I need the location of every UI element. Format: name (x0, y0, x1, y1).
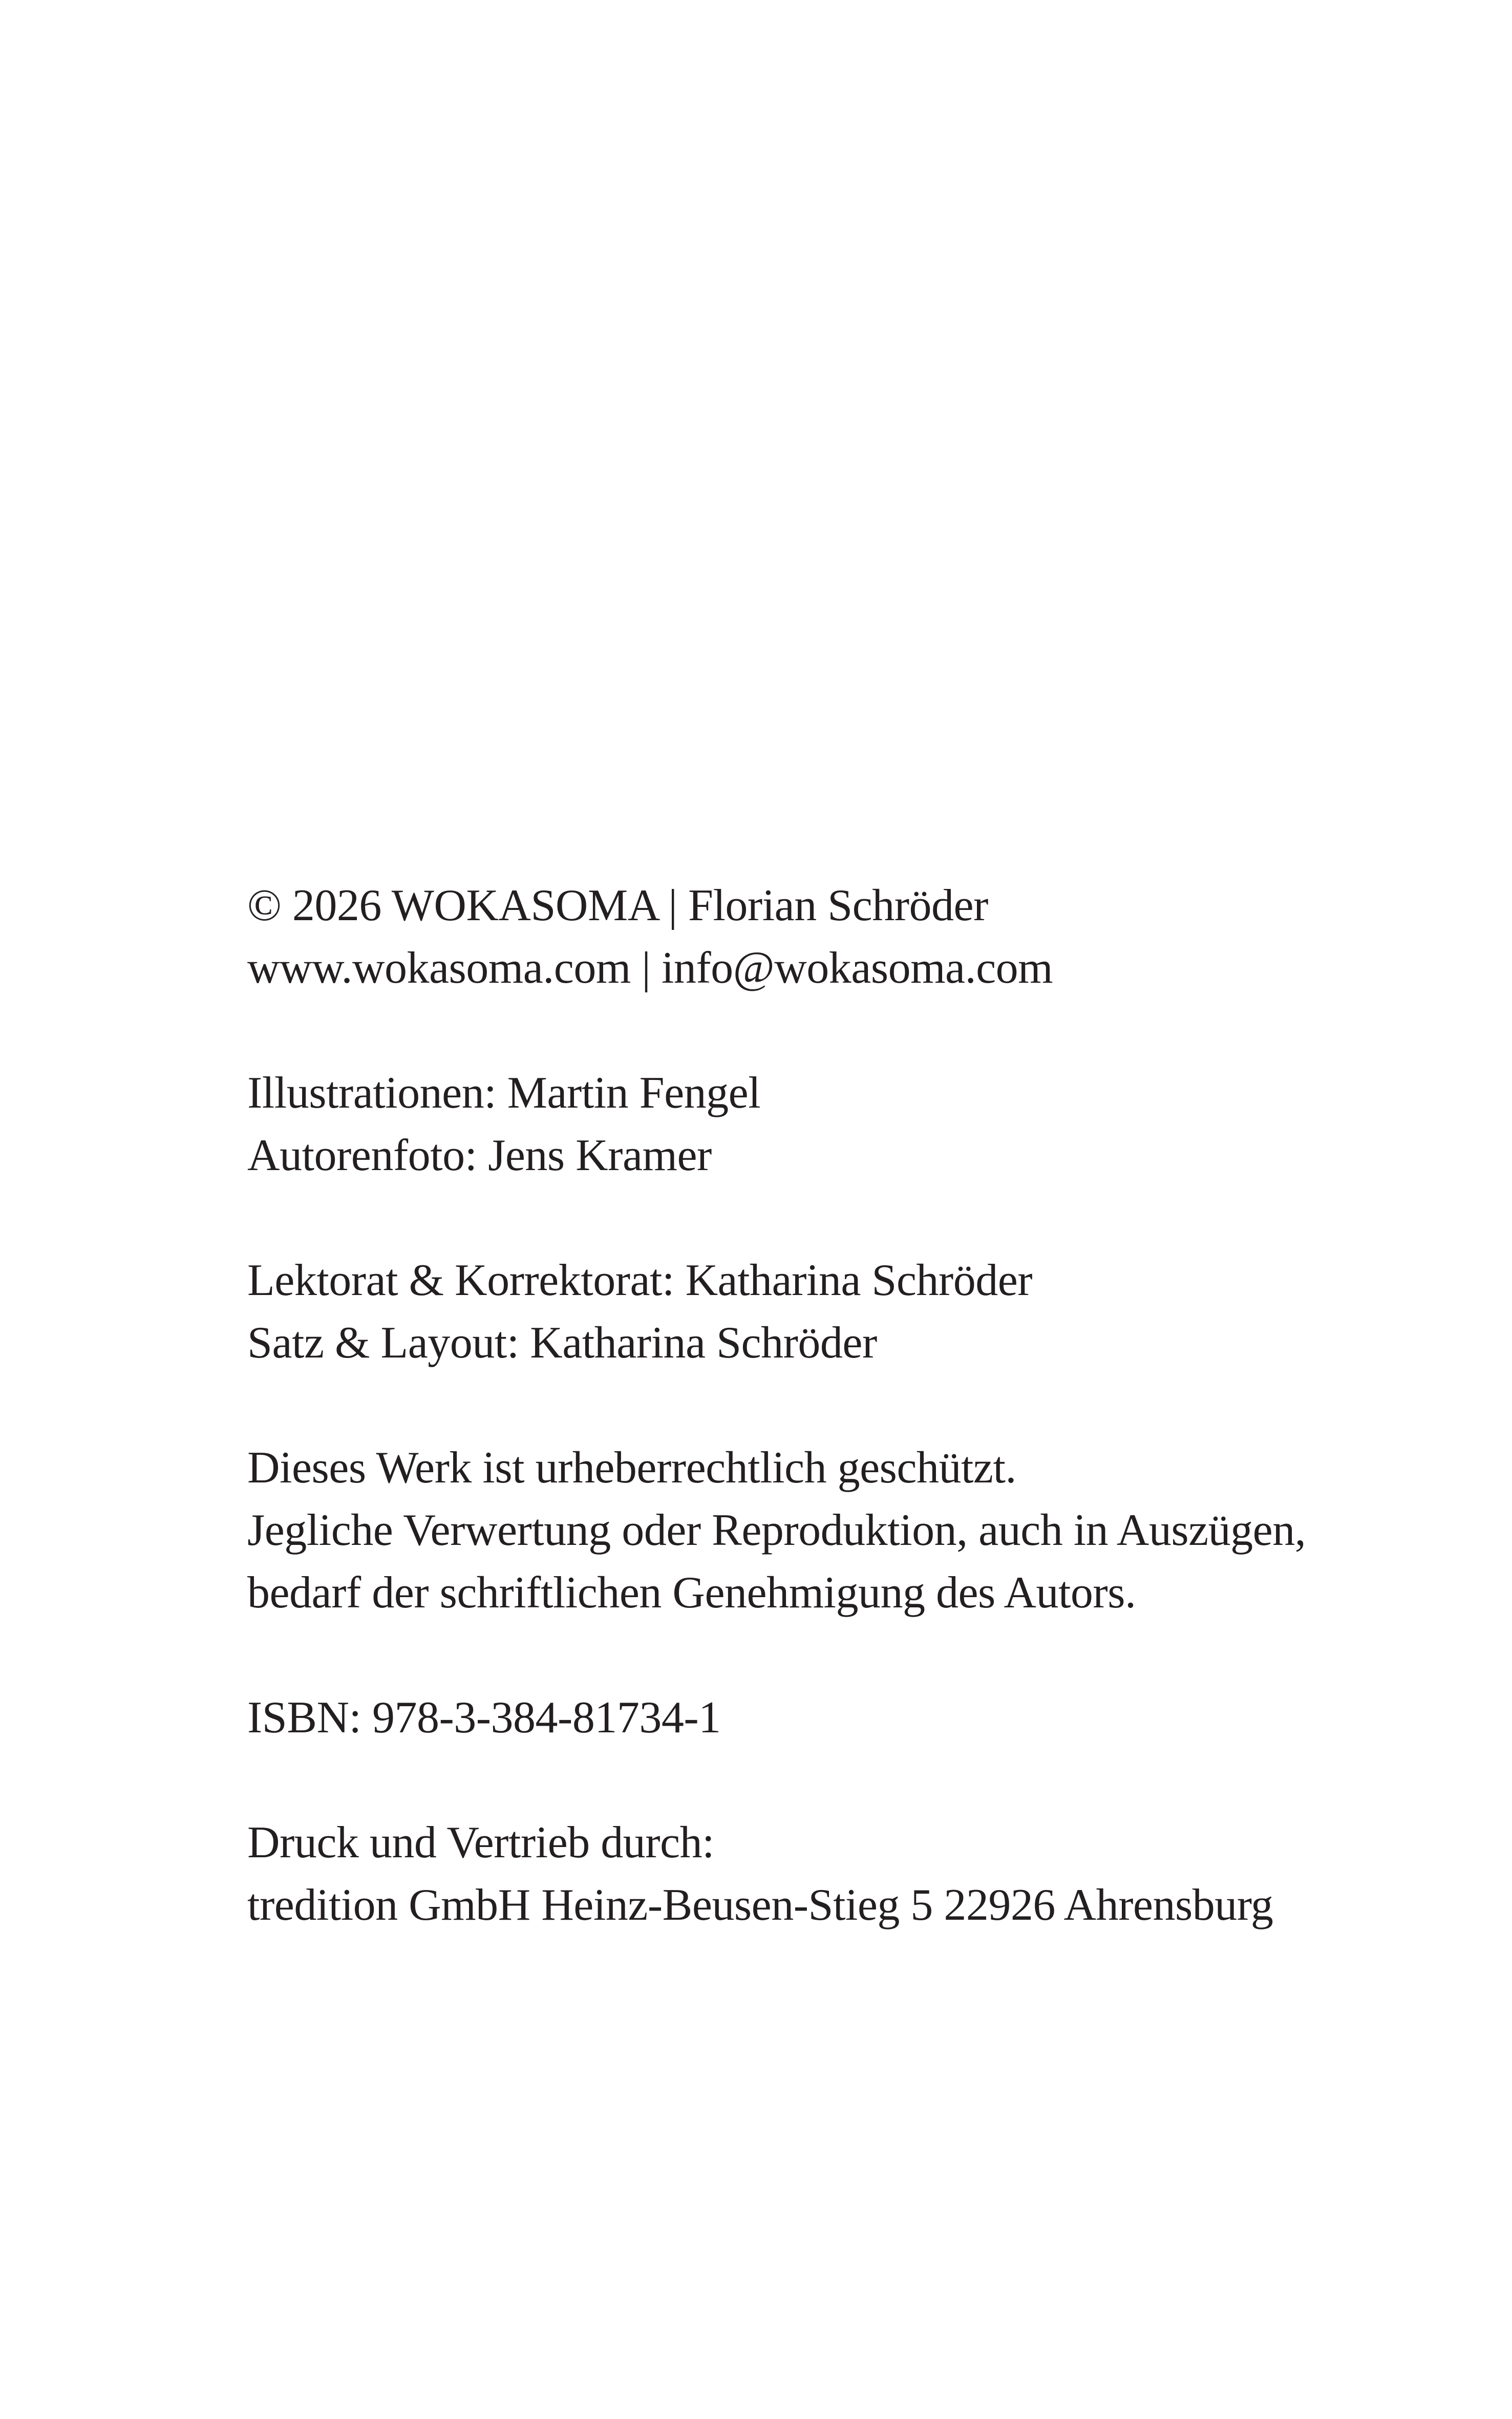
credits-block (247, 1062, 1425, 1187)
editing-credit: Lektorat & Korrektorat: Katharina Schröder (247, 1256, 1033, 1305)
contact-line: www.wokasoma.com | info@wokasoma.com (247, 943, 1053, 993)
rights-line-1: Dieses Werk ist urheberrechtlich geschützt. (247, 1443, 1016, 1493)
illustrations-credit: Illustrationen: Martin Fengel (247, 1068, 761, 1118)
layout-credit: Satz & Layout: Katharina Schröder (247, 1318, 877, 1368)
isbn-block (247, 1687, 1425, 1749)
editing-block (247, 1249, 1425, 1374)
isbn-line: ISBN: 978-3-384-81734-1 (247, 1693, 721, 1743)
distribution-block (247, 1812, 1425, 1937)
rights-line-2: Jegliche Verwertung oder Reproduktion, auch in Auszügen, (247, 1505, 1306, 1555)
copyright-line: © 2026 WOKASOMA | Florian Schröder (247, 881, 988, 930)
copyright-block (247, 875, 1425, 1000)
distribution-address: tredition GmbH Heinz-Beusen-Stieg 5 22926 Ahrensburg (247, 1880, 1273, 1930)
distribution-label: Druck und Vertrieb durch: (247, 1818, 715, 1868)
rights-block (247, 1437, 1425, 1624)
rights-line-3: bedarf der schriftlichen Genehmigung des Autors. (247, 1568, 1136, 1618)
author-photo-credit: Autorenfoto: Jens Kramer (247, 1131, 712, 1180)
imprint-page (247, 875, 1425, 1937)
